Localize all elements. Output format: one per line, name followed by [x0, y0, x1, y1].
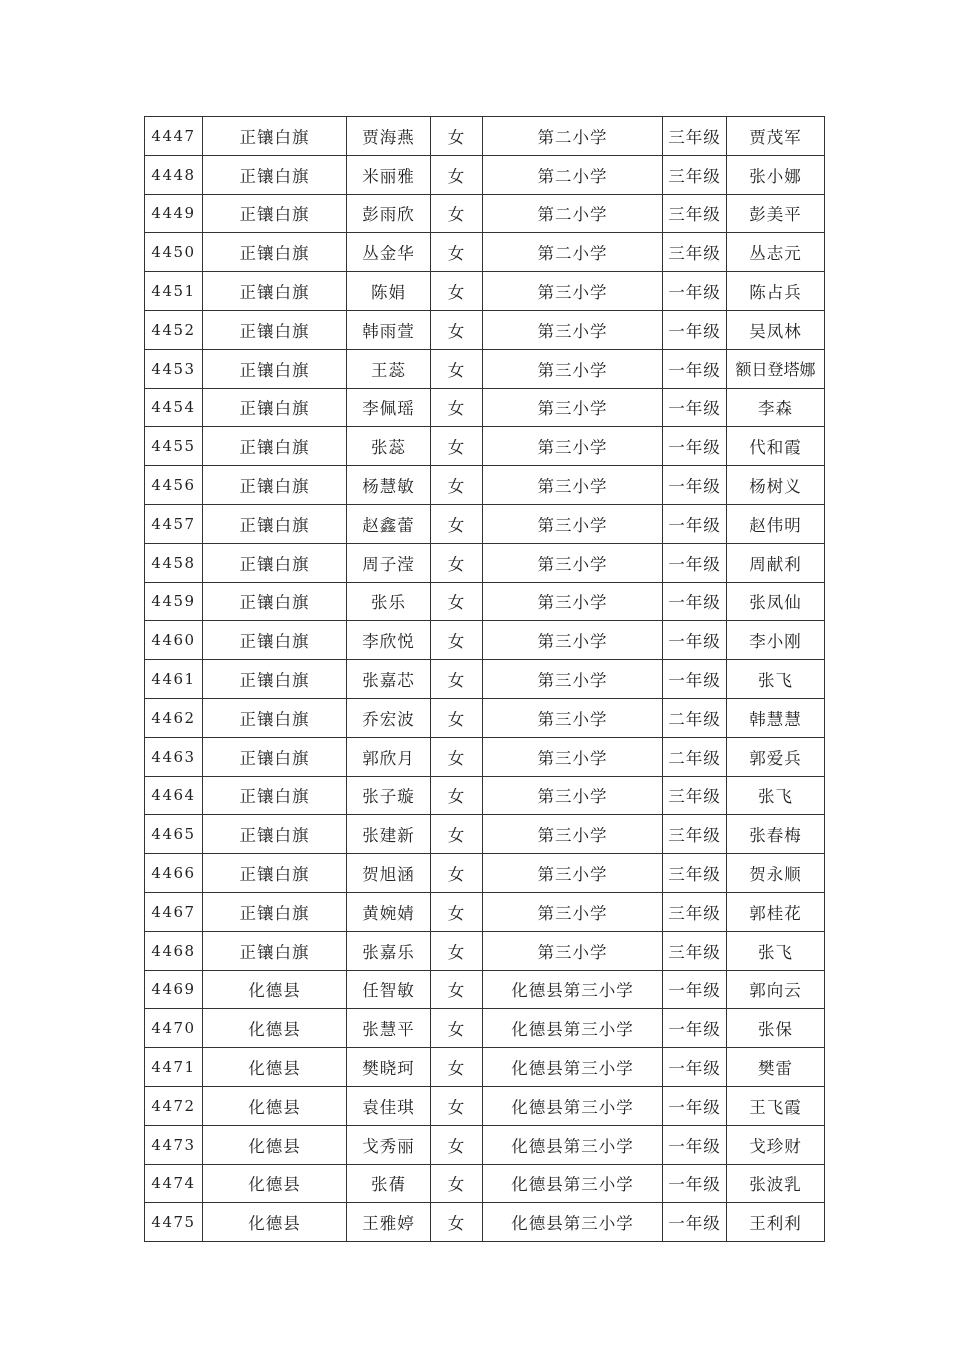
grade-cell: 一年级 — [663, 388, 727, 427]
row-number-cell: 4465 — [145, 815, 203, 854]
student-name-cell: 王雅婷 — [347, 1203, 431, 1242]
region-cell: 正镶白旗 — [203, 582, 347, 621]
school-cell: 第二小学 — [483, 117, 663, 156]
school-cell: 第三小学 — [483, 815, 663, 854]
school-cell: 第三小学 — [483, 427, 663, 466]
row-number-cell: 4450 — [145, 233, 203, 272]
table-row — [145, 272, 825, 311]
grade-cell: 一年级 — [663, 660, 727, 699]
table-row — [145, 854, 825, 893]
gender-cell: 女 — [431, 892, 483, 931]
guardian-cell: 丛志元 — [727, 233, 825, 272]
table-row — [145, 660, 825, 699]
grade-cell: 一年级 — [663, 1164, 727, 1203]
guardian-cell: 王飞霞 — [727, 1086, 825, 1125]
region-cell: 化德县 — [203, 1009, 347, 1048]
gender-cell: 女 — [431, 698, 483, 737]
school-cell: 第二小学 — [483, 155, 663, 194]
row-number-cell: 4474 — [145, 1164, 203, 1203]
gender-cell: 女 — [431, 1164, 483, 1203]
student-name-cell: 韩雨萱 — [347, 310, 431, 349]
grade-cell: 一年级 — [663, 970, 727, 1009]
grade-cell: 一年级 — [663, 582, 727, 621]
row-number-cell: 4458 — [145, 543, 203, 582]
gender-cell: 女 — [431, 388, 483, 427]
region-cell: 正镶白旗 — [203, 854, 347, 893]
student-name-cell: 米丽雅 — [347, 155, 431, 194]
student-name-cell: 戈秀丽 — [347, 1125, 431, 1164]
guardian-cell: 张飞 — [727, 660, 825, 699]
region-cell: 正镶白旗 — [203, 543, 347, 582]
student-name-cell: 张乐 — [347, 582, 431, 621]
row-number-cell: 4454 — [145, 388, 203, 427]
grade-cell: 一年级 — [663, 543, 727, 582]
region-cell: 正镶白旗 — [203, 504, 347, 543]
student-name-cell: 张子璇 — [347, 776, 431, 815]
gender-cell: 女 — [431, 1125, 483, 1164]
region-cell: 正镶白旗 — [203, 737, 347, 776]
gender-cell: 女 — [431, 931, 483, 970]
guardian-cell: 韩慧慧 — [727, 698, 825, 737]
student-name-cell: 丛金华 — [347, 233, 431, 272]
grade-cell: 三年级 — [663, 854, 727, 893]
student-name-cell: 贾海燕 — [347, 117, 431, 156]
guardian-cell: 周献利 — [727, 543, 825, 582]
row-number-cell: 4475 — [145, 1203, 203, 1242]
row-number-cell: 4448 — [145, 155, 203, 194]
student-name-cell: 樊晓珂 — [347, 1048, 431, 1087]
gender-cell: 女 — [431, 310, 483, 349]
table-row — [145, 504, 825, 543]
gender-cell: 女 — [431, 970, 483, 1009]
table-row — [145, 466, 825, 505]
gender-cell: 女 — [431, 737, 483, 776]
student-name-cell: 张嘉乐 — [347, 931, 431, 970]
gender-cell: 女 — [431, 155, 483, 194]
row-number-cell: 4471 — [145, 1048, 203, 1087]
region-cell: 正镶白旗 — [203, 194, 347, 233]
table-row — [145, 582, 825, 621]
school-cell: 第三小学 — [483, 854, 663, 893]
school-cell: 第三小学 — [483, 621, 663, 660]
grade-cell: 一年级 — [663, 349, 727, 388]
school-cell: 化德县第三小学 — [483, 1125, 663, 1164]
school-cell: 第三小学 — [483, 776, 663, 815]
row-number-cell: 4463 — [145, 737, 203, 776]
region-cell: 正镶白旗 — [203, 427, 347, 466]
row-number-cell: 4456 — [145, 466, 203, 505]
school-cell: 第三小学 — [483, 892, 663, 931]
school-cell: 第三小学 — [483, 698, 663, 737]
grade-cell: 三年级 — [663, 892, 727, 931]
school-cell: 第三小学 — [483, 466, 663, 505]
student-table — [144, 116, 825, 1242]
grade-cell: 三年级 — [663, 155, 727, 194]
school-cell: 第二小学 — [483, 194, 663, 233]
gender-cell: 女 — [431, 1048, 483, 1087]
guardian-cell: 张飞 — [727, 776, 825, 815]
table-row — [145, 621, 825, 660]
row-number-cell: 4452 — [145, 310, 203, 349]
school-cell: 化德县第三小学 — [483, 1086, 663, 1125]
student-name-cell: 周子滢 — [347, 543, 431, 582]
region-cell: 正镶白旗 — [203, 349, 347, 388]
table-row — [145, 194, 825, 233]
grade-cell: 三年级 — [663, 117, 727, 156]
region-cell: 正镶白旗 — [203, 931, 347, 970]
row-number-cell: 4447 — [145, 117, 203, 156]
guardian-cell: 李小刚 — [727, 621, 825, 660]
guardian-cell: 张波乳 — [727, 1164, 825, 1203]
school-cell: 第三小学 — [483, 737, 663, 776]
gender-cell: 女 — [431, 272, 483, 311]
row-number-cell: 4469 — [145, 970, 203, 1009]
guardian-cell: 陈占兵 — [727, 272, 825, 311]
guardian-cell: 彭美平 — [727, 194, 825, 233]
grade-cell: 一年级 — [663, 621, 727, 660]
row-number-cell: 4453 — [145, 349, 203, 388]
table-row — [145, 155, 825, 194]
region-cell: 正镶白旗 — [203, 621, 347, 660]
table-row — [145, 1009, 825, 1048]
gender-cell: 女 — [431, 621, 483, 660]
guardian-cell: 贺永顺 — [727, 854, 825, 893]
school-cell: 第三小学 — [483, 660, 663, 699]
grade-cell: 三年级 — [663, 931, 727, 970]
region-cell: 正镶白旗 — [203, 272, 347, 311]
school-cell: 第三小学 — [483, 349, 663, 388]
row-number-cell: 4472 — [145, 1086, 203, 1125]
region-cell: 正镶白旗 — [203, 155, 347, 194]
guardian-cell: 郭桂花 — [727, 892, 825, 931]
student-name-cell: 陈娟 — [347, 272, 431, 311]
grade-cell: 三年级 — [663, 233, 727, 272]
grade-cell: 二年级 — [663, 698, 727, 737]
student-name-cell: 张建新 — [347, 815, 431, 854]
grade-cell: 一年级 — [663, 1203, 727, 1242]
row-number-cell: 4462 — [145, 698, 203, 737]
region-cell: 化德县 — [203, 1048, 347, 1087]
guardian-cell: 代和霞 — [727, 427, 825, 466]
table-row — [145, 543, 825, 582]
table-row — [145, 427, 825, 466]
grade-cell: 三年级 — [663, 194, 727, 233]
table-row — [145, 388, 825, 427]
school-cell: 化德县第三小学 — [483, 1164, 663, 1203]
guardian-cell: 李森 — [727, 388, 825, 427]
student-name-cell: 李欣悦 — [347, 621, 431, 660]
row-number-cell: 4473 — [145, 1125, 203, 1164]
school-cell: 化德县第三小学 — [483, 1203, 663, 1242]
grade-cell: 二年级 — [663, 737, 727, 776]
row-number-cell: 4451 — [145, 272, 203, 311]
table-row — [145, 1203, 825, 1242]
guardian-cell: 张小娜 — [727, 155, 825, 194]
gender-cell: 女 — [431, 117, 483, 156]
table-row — [145, 1164, 825, 1203]
guardian-cell: 赵伟明 — [727, 504, 825, 543]
row-number-cell: 4464 — [145, 776, 203, 815]
region-cell: 正镶白旗 — [203, 698, 347, 737]
gender-cell: 女 — [431, 194, 483, 233]
region-cell: 化德县 — [203, 970, 347, 1009]
student-name-cell: 张蕊 — [347, 427, 431, 466]
table-row — [145, 892, 825, 931]
guardian-cell: 贾茂军 — [727, 117, 825, 156]
student-name-cell: 赵鑫蕾 — [347, 504, 431, 543]
table-row — [145, 233, 825, 272]
student-name-cell: 乔宏波 — [347, 698, 431, 737]
guardian-cell: 郭向云 — [727, 970, 825, 1009]
guardian-cell: 郭爱兵 — [727, 737, 825, 776]
student-name-cell: 李佩瑶 — [347, 388, 431, 427]
gender-cell: 女 — [431, 815, 483, 854]
student-name-cell: 王蕊 — [347, 349, 431, 388]
region-cell: 正镶白旗 — [203, 233, 347, 272]
guardian-cell: 张春梅 — [727, 815, 825, 854]
row-number-cell: 4470 — [145, 1009, 203, 1048]
table-row — [145, 815, 825, 854]
table-row — [145, 931, 825, 970]
grade-cell: 一年级 — [663, 1048, 727, 1087]
guardian-cell: 吴凤林 — [727, 310, 825, 349]
school-cell: 化德县第三小学 — [483, 1009, 663, 1048]
row-number-cell: 4468 — [145, 931, 203, 970]
region-cell: 正镶白旗 — [203, 117, 347, 156]
grade-cell: 一年级 — [663, 504, 727, 543]
guardian-cell: 张飞 — [727, 931, 825, 970]
gender-cell: 女 — [431, 854, 483, 893]
table-row — [145, 1086, 825, 1125]
student-name-cell: 张慧平 — [347, 1009, 431, 1048]
school-cell: 第二小学 — [483, 233, 663, 272]
student-name-cell: 杨慧敏 — [347, 466, 431, 505]
guardian-cell: 张凤仙 — [727, 582, 825, 621]
grade-cell: 一年级 — [663, 1086, 727, 1125]
student-name-cell: 彭雨欣 — [347, 194, 431, 233]
gender-cell: 女 — [431, 233, 483, 272]
guardian-cell: 戈珍财 — [727, 1125, 825, 1164]
region-cell: 化德县 — [203, 1086, 347, 1125]
gender-cell: 女 — [431, 1203, 483, 1242]
student-name-cell: 张嘉芯 — [347, 660, 431, 699]
gender-cell: 女 — [431, 427, 483, 466]
region-cell: 正镶白旗 — [203, 892, 347, 931]
guardian-cell: 樊雷 — [727, 1048, 825, 1087]
region-cell: 化德县 — [203, 1164, 347, 1203]
student-name-cell: 袁佳琪 — [347, 1086, 431, 1125]
table-row — [145, 1048, 825, 1087]
row-number-cell: 4466 — [145, 854, 203, 893]
school-cell: 第三小学 — [483, 310, 663, 349]
grade-cell: 三年级 — [663, 776, 727, 815]
gender-cell: 女 — [431, 349, 483, 388]
table-row — [145, 1125, 825, 1164]
school-cell: 第三小学 — [483, 388, 663, 427]
row-number-cell: 4459 — [145, 582, 203, 621]
region-cell: 正镶白旗 — [203, 310, 347, 349]
grade-cell: 一年级 — [663, 310, 727, 349]
gender-cell: 女 — [431, 1009, 483, 1048]
gender-cell: 女 — [431, 543, 483, 582]
school-cell: 第三小学 — [483, 931, 663, 970]
guardian-cell: 杨树义 — [727, 466, 825, 505]
grade-cell: 一年级 — [663, 466, 727, 505]
guardian-cell: 额日登塔娜 — [727, 349, 825, 388]
row-number-cell: 4467 — [145, 892, 203, 931]
table-row — [145, 970, 825, 1009]
row-number-cell: 4457 — [145, 504, 203, 543]
school-cell: 第三小学 — [483, 272, 663, 311]
row-number-cell: 4455 — [145, 427, 203, 466]
row-number-cell: 4460 — [145, 621, 203, 660]
school-cell: 第三小学 — [483, 543, 663, 582]
gender-cell: 女 — [431, 660, 483, 699]
table-body — [145, 117, 825, 1242]
region-cell: 正镶白旗 — [203, 776, 347, 815]
region-cell: 正镶白旗 — [203, 466, 347, 505]
grade-cell: 一年级 — [663, 1009, 727, 1048]
region-cell: 化德县 — [203, 1125, 347, 1164]
table-row — [145, 776, 825, 815]
table-row — [145, 737, 825, 776]
student-name-cell: 张蒨 — [347, 1164, 431, 1203]
region-cell: 正镶白旗 — [203, 815, 347, 854]
table-row — [145, 698, 825, 737]
table-row — [145, 117, 825, 156]
grade-cell: 一年级 — [663, 427, 727, 466]
table-row — [145, 349, 825, 388]
row-number-cell: 4449 — [145, 194, 203, 233]
school-cell: 第三小学 — [483, 504, 663, 543]
guardian-cell: 张保 — [727, 1009, 825, 1048]
grade-cell: 三年级 — [663, 815, 727, 854]
school-cell: 化德县第三小学 — [483, 970, 663, 1009]
school-cell: 化德县第三小学 — [483, 1048, 663, 1087]
region-cell: 正镶白旗 — [203, 660, 347, 699]
row-number-cell: 4461 — [145, 660, 203, 699]
student-name-cell: 贺旭涵 — [347, 854, 431, 893]
student-name-cell: 郭欣月 — [347, 737, 431, 776]
grade-cell: 一年级 — [663, 272, 727, 311]
gender-cell: 女 — [431, 504, 483, 543]
gender-cell: 女 — [431, 1086, 483, 1125]
gender-cell: 女 — [431, 466, 483, 505]
gender-cell: 女 — [431, 776, 483, 815]
region-cell: 正镶白旗 — [203, 388, 347, 427]
student-name-cell: 任智敏 — [347, 970, 431, 1009]
guardian-cell: 王利利 — [727, 1203, 825, 1242]
gender-cell: 女 — [431, 582, 483, 621]
student-name-cell: 黄婉婧 — [347, 892, 431, 931]
region-cell: 化德县 — [203, 1203, 347, 1242]
table-row — [145, 310, 825, 349]
school-cell: 第三小学 — [483, 582, 663, 621]
grade-cell: 一年级 — [663, 1125, 727, 1164]
